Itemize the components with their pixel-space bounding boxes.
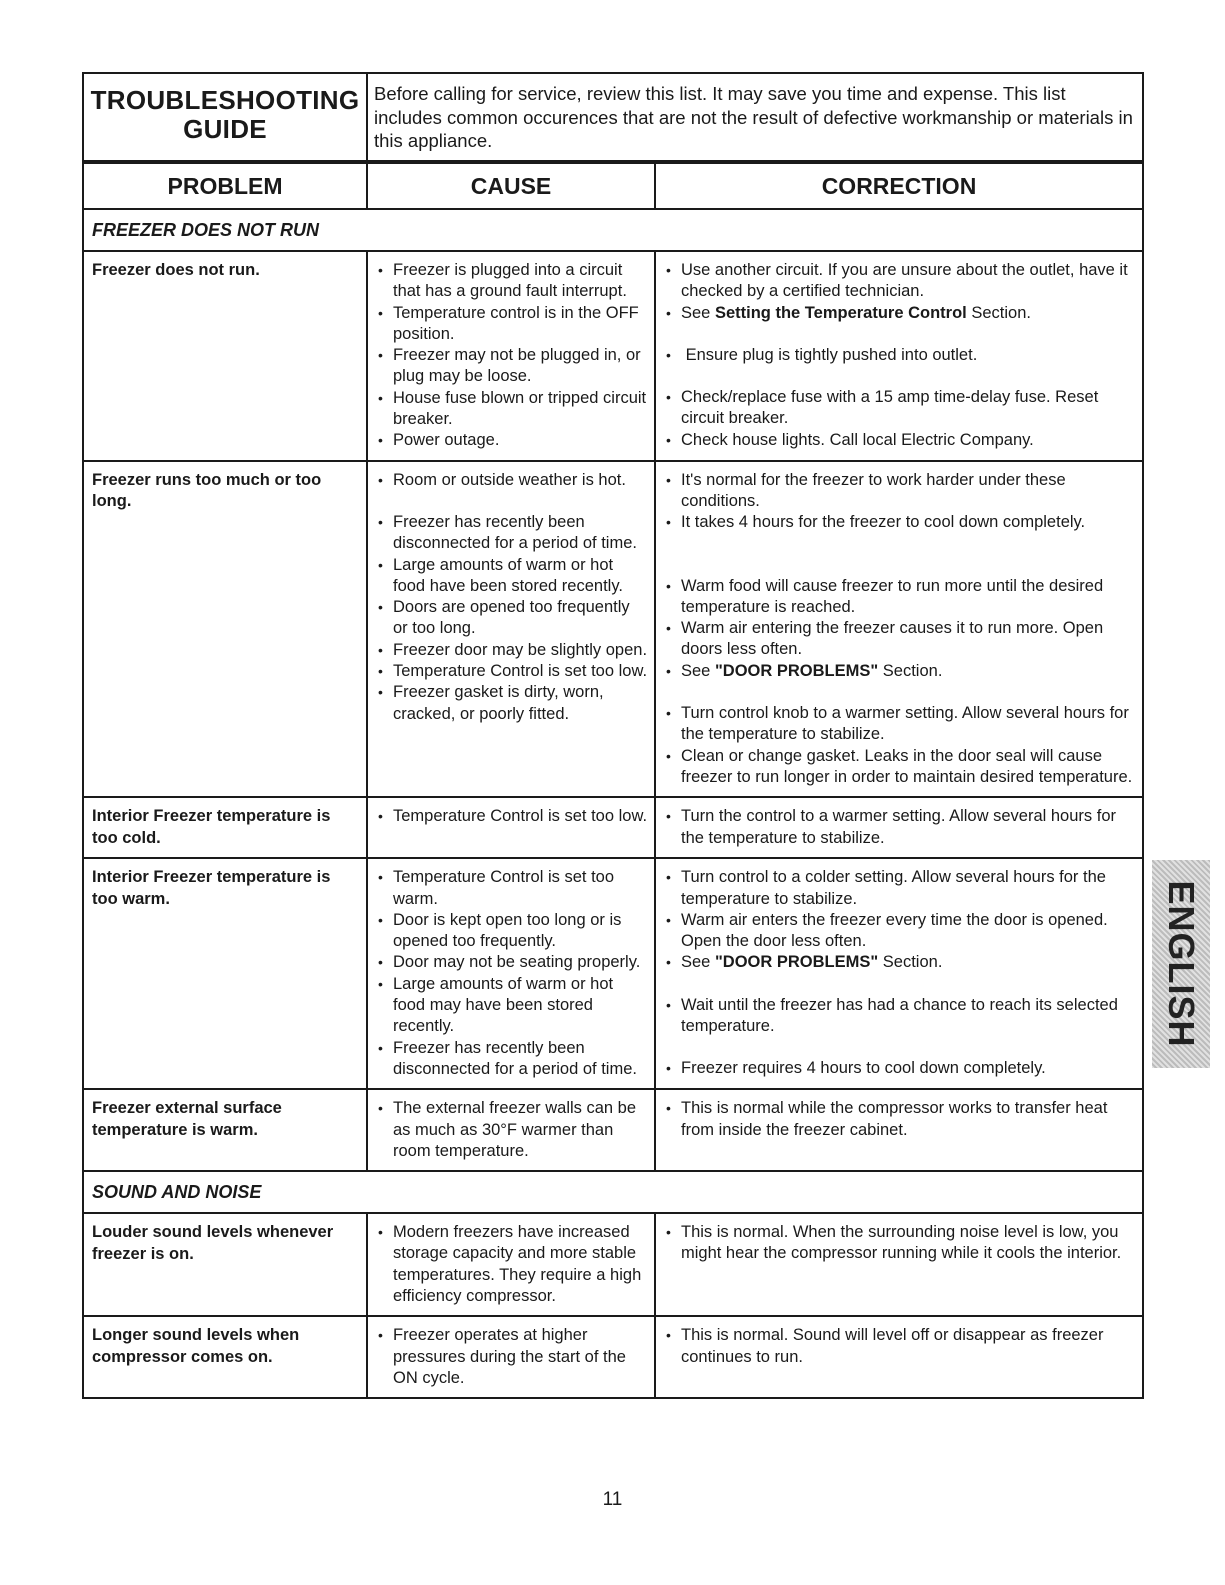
correction-emphasis: "DOOR PROBLEMS" [714,953,879,972]
troubleshooting-header-table [82,72,1144,162]
cause-item: • Temperature control is in the OFF position. [376,303,648,346]
table-row [83,797,1143,858]
troubleshooting-table [82,162,1144,1399]
guide-title [83,73,367,161]
language-tab-label: ENGLISH [1161,880,1202,1048]
correction-item: • Check house lights. Call local Electric Company. [664,430,1136,451]
table-row [83,1316,1143,1398]
correction-item [664,952,1136,973]
correction-cell [655,797,1143,858]
correction-text: Ensure plug is tightly pushed into outlet. [685,345,978,364]
correction-text: Section. [966,303,1031,322]
correction-item: • Turn the control to a warmer setting. Allow several hours for the temperature to stabilize. [664,806,1136,849]
correction-item: • Use another circuit. If you are unsure about the outlet, have it checked by a certified technician. [664,260,1136,303]
cause-item: • Door may not be seating properly. [376,952,648,973]
table-row [83,251,1143,461]
section-freezer-does-not-run: FREEZER DOES NOT RUN [83,209,1143,251]
guide-title-line2: GUIDE [183,114,267,144]
correction-item: • It's normal for the freezer to work harder under these conditions. [664,470,1136,513]
guide-title-line1: TROUBLESHOOTING [90,85,360,115]
problem-cell: Freezer runs too much or too long. [83,461,367,798]
cause-item: • House fuse blown or tripped circuit breaker. [376,388,648,431]
correction-item: • Wait until the freezer has had a chance to reach its selected temperature. [664,995,1136,1038]
correction-item: • Freezer requires 4 hours to cool down completely. [664,1058,1136,1079]
correction-cell [655,1316,1143,1398]
table-row [83,1089,1143,1171]
cause-item: • Freezer has recently been disconnected for a period of time. [376,1038,648,1081]
cause-item: • Room or outside weather is hot. [376,470,648,491]
correction-item: • Clean or change gasket. Leaks in the door seal will cause freezer to run longer in order to maintain desired temperature. [664,746,1136,789]
correction-cell [655,461,1143,798]
correction-item: • This is normal. Sound will level off or disappear as freezer continues to run. [664,1325,1136,1368]
cause-cell [367,797,655,858]
correction-item: • This is normal. When the surrounding noise level is low, you might hear the compressor running while it cools the interior. [664,1222,1136,1265]
header-cause: CAUSE [367,163,655,209]
cause-item: • Temperature Control is set too low. [376,806,648,827]
cause-item: • Large amounts of warm or hot food may have been stored recently. [376,974,648,1038]
correction-item: • Warm air enters the freezer every time the door is opened. Open the door less often. [664,910,1136,953]
cause-item: • Freezer gasket is dirty, worn, cracked, or poorly fitted. [376,682,648,725]
cause-item: • Door is kept open too long or is opened too frequently. [376,910,648,953]
table-row [83,1213,1143,1316]
cause-item: • Freezer door may be slightly open. [376,640,648,661]
cause-item: • Power outage. [376,430,648,451]
correction-item: • Check/replace fuse with a 15 amp time-delay fuse. Reset circuit breaker. [664,387,1136,430]
correction-cell [655,1089,1143,1171]
correction-item: • This is normal while the compressor works to transfer heat from inside the freezer cabinet. [664,1098,1136,1141]
problem-cell: Freezer does not run. [83,251,367,461]
cause-item: • Freezer is plugged into a circuit that has a ground fault interrupt. [376,260,648,303]
section-sound-and-noise: SOUND AND NOISE [83,1171,1143,1213]
cause-cell [367,1316,655,1398]
problem-cell: Interior Freezer temperature is too warm. [83,858,367,1089]
cause-cell [367,251,655,461]
cause-cell [367,461,655,798]
page-number: 11 [602,1489,623,1510]
correction-cell [655,858,1143,1089]
correction-emphasis: "DOOR PROBLEMS" [714,661,879,680]
problem-cell: Freezer external surface temperature is warm. [83,1089,367,1171]
problem-cell: Louder sound levels whenever freezer is on. [83,1213,367,1316]
correction-text: See [681,303,715,322]
correction-item: • It takes 4 hours for the freezer to cool down completely. [664,512,1136,533]
cause-item: • Freezer operates at higher pressures during the start of the ON cycle. [376,1325,648,1389]
correction-text: See [681,953,715,972]
correction-item: • Turn control knob to a warmer setting. Allow several hours for the temperature to stabilize. [664,703,1136,746]
troubleshooting-document [82,72,1142,1399]
table-row [83,858,1143,1089]
table-row [83,461,1143,798]
cause-item: • Large amounts of warm or hot food have been stored recently. [376,555,648,598]
correction-item [664,303,1136,324]
cause-cell [367,858,655,1089]
correction-item: • Turn control to a colder setting. Allow several hours for the temperature to stabilize. [664,867,1136,910]
cause-item: • Temperature Control is set too low. [376,661,648,682]
correction-text: Section. [878,953,943,972]
cause-item: • Freezer may not be plugged in, or plug may be loose. [376,345,648,388]
cause-item: • Temperature Control is set too warm. [376,867,648,910]
correction-cell [655,1213,1143,1316]
correction-text: See [681,661,715,680]
header-correction: CORRECTION [655,163,1143,209]
correction-item [664,661,1136,682]
language-side-tab [1152,860,1210,1068]
cause-item: • The external freezer walls can be as much as 30°F warmer than room temperature. [376,1098,648,1162]
header-problem: PROBLEM [83,163,367,209]
cause-item: • Doors are opened too frequently or too long. [376,597,648,640]
cause-cell [367,1213,655,1316]
correction-text: Section. [878,661,943,680]
correction-item: • Warm food will cause freezer to run more until the desired temperature is reached. [664,576,1136,619]
correction-item: • Warm air entering the freezer causes it to run more. Open doors less often. [664,618,1136,661]
cause-item: • Freezer has recently been disconnected for a period of time. [376,512,648,555]
problem-cell: Interior Freezer temperature is too cold. [83,797,367,858]
correction-emphasis: Setting the Temperature Control [714,303,967,322]
correction-cell [655,251,1143,461]
problem-cell: Longer sound levels when compressor comes on. [83,1316,367,1398]
cause-item: • Modern freezers have increased storage capacity and more stable temperatures. They require a high efficiency compressor. [376,1222,648,1307]
guide-intro: Before calling for service, review this list. It may save you time and expense. This list includes common occurences that are not the result of defective workmanship or materials in this appliance. [367,73,1143,161]
cause-cell [367,1089,655,1171]
correction-item [664,345,1136,366]
